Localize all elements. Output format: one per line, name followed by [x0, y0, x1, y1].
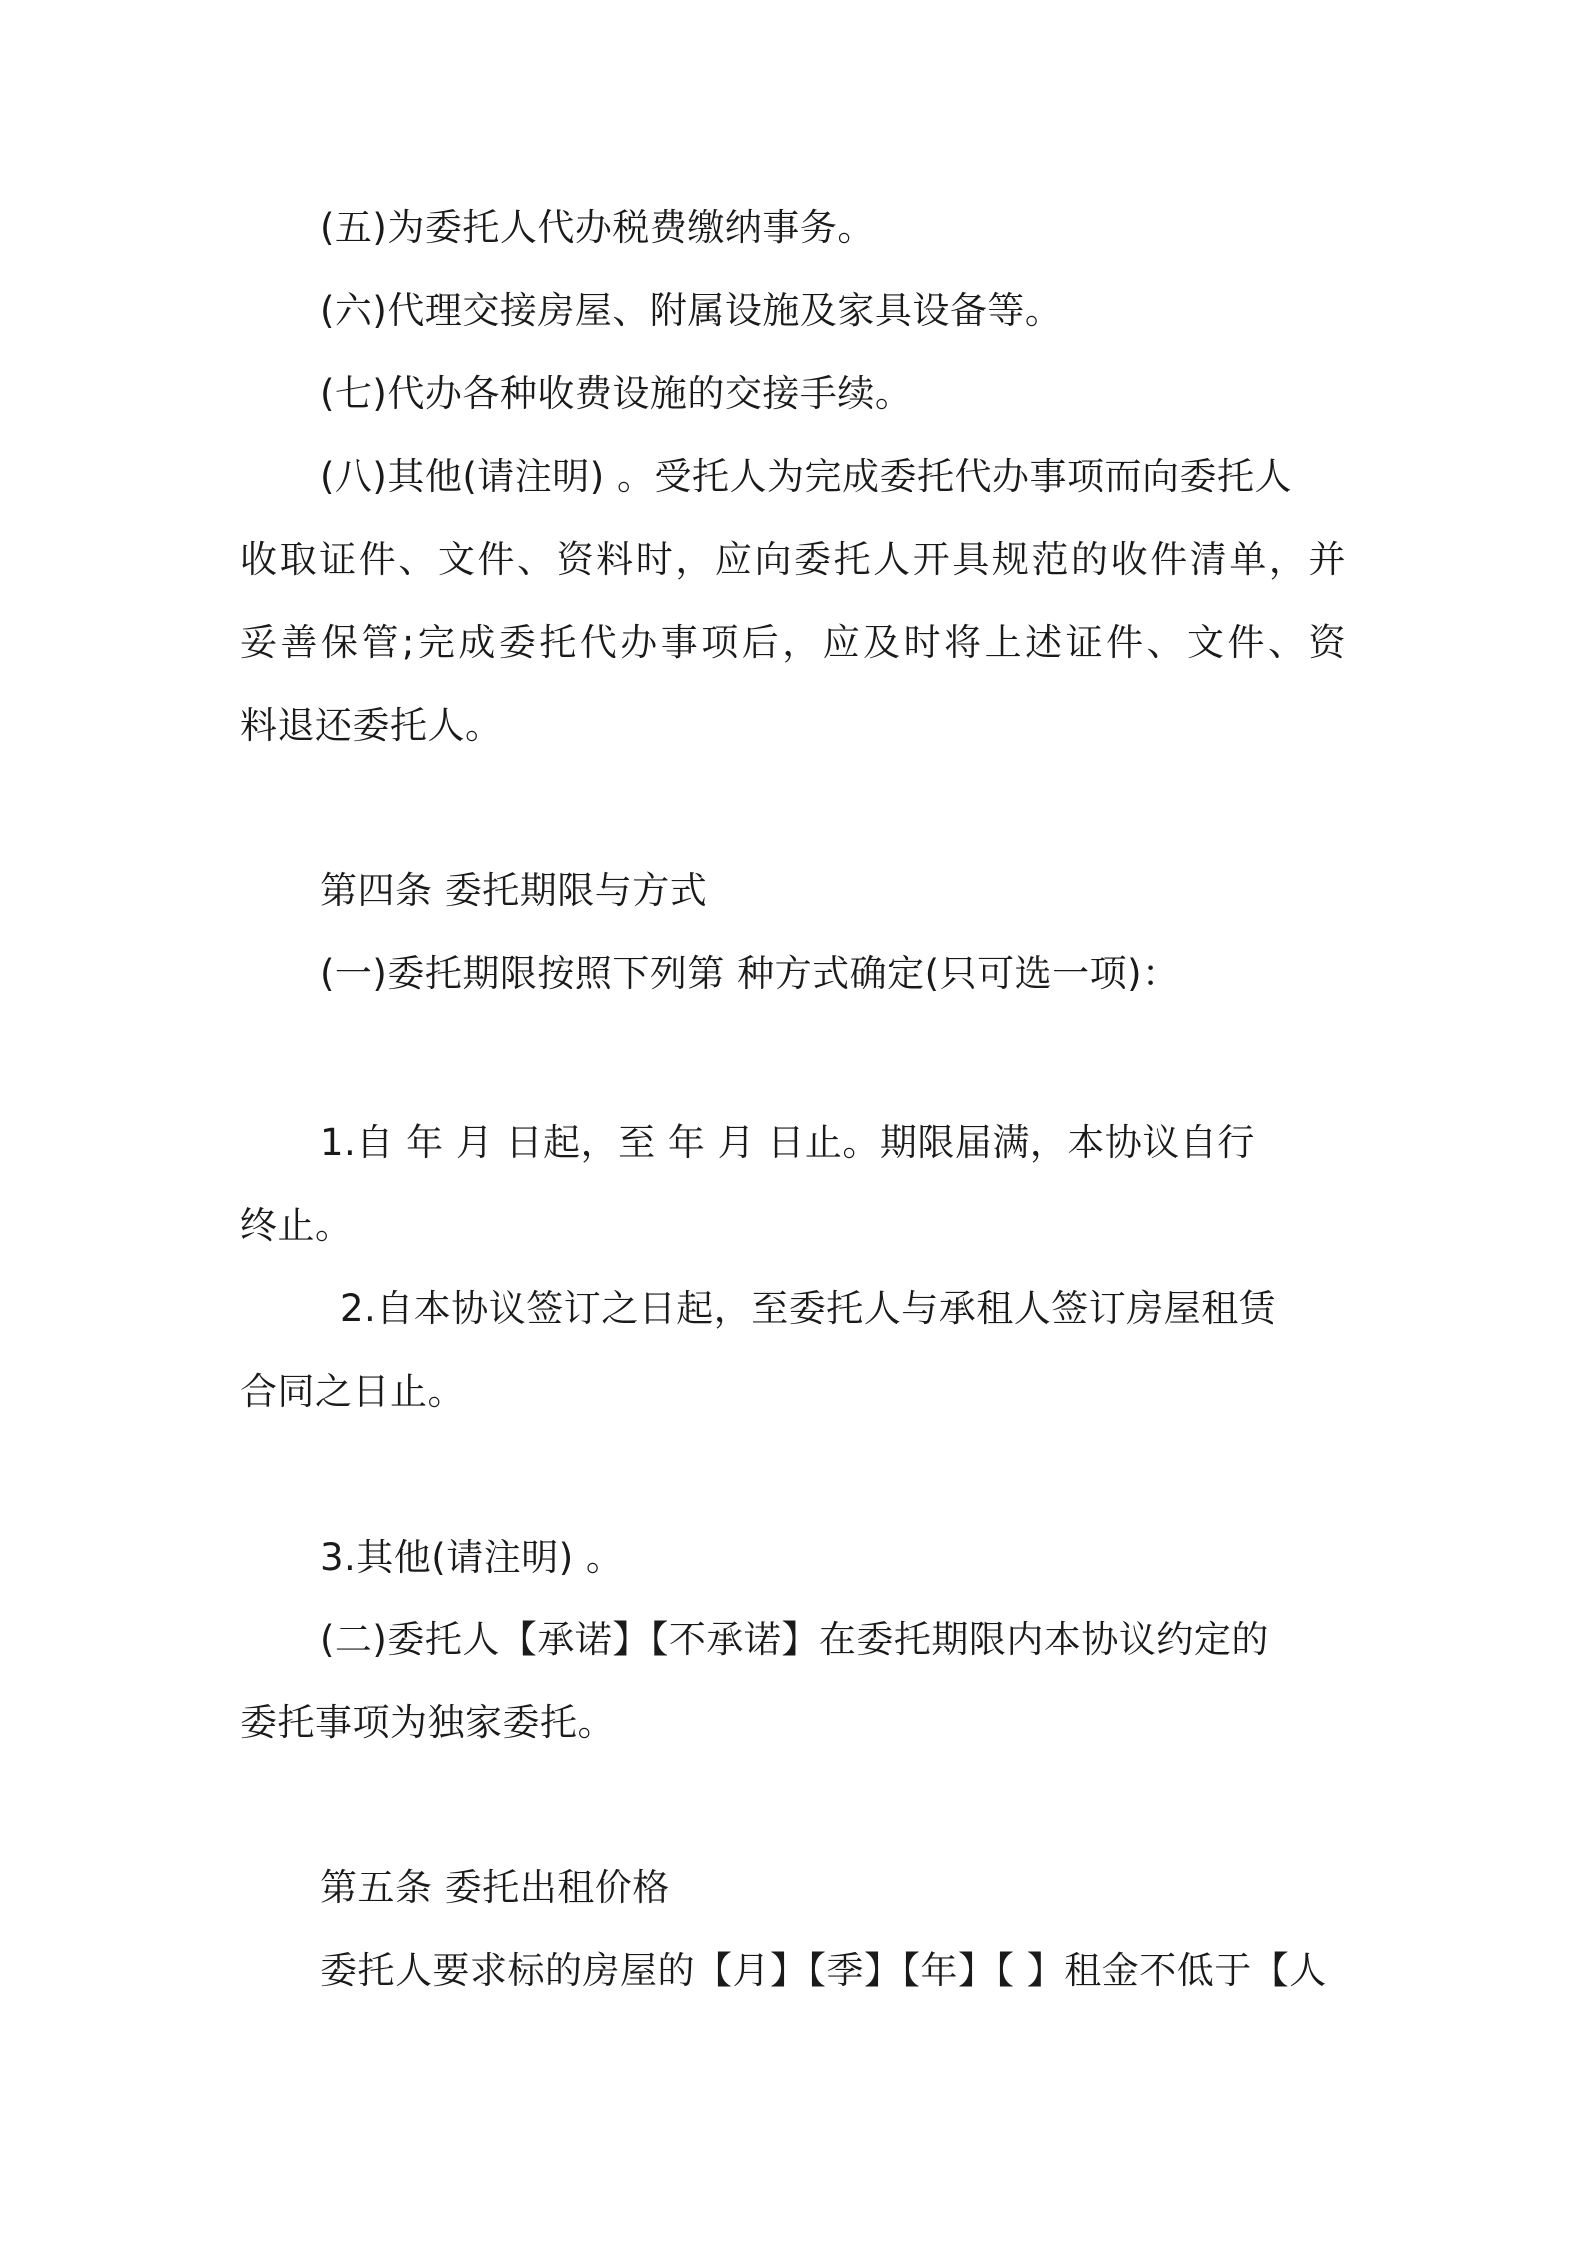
- clause-item-8-line-3: 妥善保管;完成委托代办事项后，应及时将上述证件、文件、资: [240, 621, 1346, 664]
- article-5-text: 委托人要求标的房屋的【月】【季】【年】【 】租金不低于【人: [320, 1949, 1327, 1992]
- article-4-item-1: (一)委托期限按照下列第 种方式确定(只可选一项)：: [320, 952, 1180, 995]
- term-option-2: 2.自本协议签订之日起，至委托人与承租人签订房屋租赁: [340, 1287, 1277, 1330]
- clause-item-8-line-4: 料退还委托人。: [240, 704, 503, 747]
- clause-item-8-line-2: 收取证件、文件、资料时，应向委托人开具规范的收件清单，并: [240, 538, 1346, 581]
- term-option-2-line-2: 合同之日止。: [240, 1370, 465, 1413]
- article-5-heading: 第五条 委托出租价格: [320, 1866, 670, 1909]
- article-4-item-2: (二)委托人【承诺】【不承诺】在委托期限内本协议约定的: [320, 1618, 1269, 1661]
- term-option-1: 1.自 年 月 日起，至 年 月 日止。期限届满，本协议自行: [320, 1121, 1255, 1164]
- term-option-1-line-2: 终止。: [240, 1204, 353, 1247]
- article-4-item-2-line-2: 委托事项为独家委托。: [240, 1701, 615, 1744]
- clause-item-6: (六)代理交接房屋、附属设施及家具设备等。: [320, 289, 1063, 332]
- term-option-3: 3.其他(请注明) 。: [320, 1536, 624, 1579]
- clause-item-5: (五)为委托人代办税费缴纳事务。: [320, 206, 875, 249]
- clause-item-7: (七)代办各种收费设施的交接手续。: [320, 372, 913, 415]
- clause-item-8: (八)其他(请注明) 。受托人为完成委托代办事项而向委托人: [320, 455, 1292, 498]
- article-4-heading: 第四条 委托期限与方式: [320, 869, 708, 912]
